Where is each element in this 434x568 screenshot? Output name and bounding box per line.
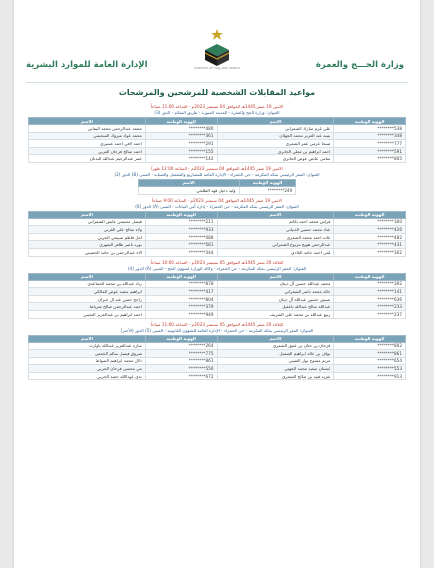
name-cell: عمر عبدالرحيم عبدالله البدنان	[29, 155, 146, 163]
column-header-national-id: الهوية الوطنية	[334, 118, 406, 125]
name-cell: محمد عبدالله حسين آل ذيبان	[217, 280, 334, 288]
kaaba-logo-icon	[202, 28, 232, 68]
name-cell: احمد ابراهيم بن عبدالعزيز التجيبي	[29, 310, 146, 318]
name-cell: لمى احمد حامد البلادي	[217, 248, 334, 256]
table-row	[29, 357, 406, 365]
schedule-section	[28, 322, 406, 381]
name-cell: وليد دخيل فهد الطلحي	[138, 186, 239, 194]
name-cell: بثينه عبد العزيز محمد الجهلان	[217, 132, 334, 140]
table-row	[29, 350, 406, 358]
national-id-cell: ********861	[334, 350, 406, 358]
column-header-name: الاسم	[217, 273, 334, 280]
national-id-cell: ********233	[334, 303, 406, 311]
table-row	[29, 342, 406, 350]
national-id-cell: ********591	[334, 147, 406, 155]
column-header-name: الاسم	[29, 335, 146, 342]
national-id-cell: ********878	[145, 280, 217, 288]
table-row	[138, 186, 296, 194]
national-id-cell: ********804	[145, 295, 217, 303]
table-row	[29, 303, 406, 311]
national-id-cell: ********480	[145, 125, 217, 133]
name-cell: عبدالرحمن هويج مريوع الشمراني	[217, 241, 334, 249]
national-id-cell: ********302	[334, 248, 406, 256]
table-header-row	[29, 335, 406, 342]
name-cell: تغريد قبيد بن صالح الشمري	[217, 372, 334, 380]
national-id-cell: ********581	[145, 241, 217, 249]
name-cell: صبحا عزمي عمر الشمري	[217, 140, 334, 148]
name-cell: فيصل محيسن عايض الشمراني	[29, 218, 146, 226]
national-id-cell: ********155	[145, 147, 217, 155]
session-datetime: الاثنين 19 صفر 1445هـ الموافق 04 سبتمبر 2023م - الساعة 9:00 صباحاً	[152, 197, 282, 203]
name-cell: ربيع عبدالله بن محمد علي الشريف	[217, 310, 334, 318]
name-cell: احمد لافي احمد عسيري	[29, 140, 146, 148]
name-cell: فرحان بن حنان بن عتيق الشمري	[217, 342, 334, 350]
national-id-cell: ********361	[145, 132, 217, 140]
schedule-section	[28, 198, 406, 257]
name-cell: مي محسن فرحان الجربي	[29, 365, 146, 373]
national-id-cell: ********392	[334, 280, 406, 288]
name-cell: عبدالله صالح عبدالله باعقيل	[217, 303, 334, 311]
session-address: العنوان: المقر الرئيسي بمكة المكرمة - حي الحمراء - الإدارة العامة للمشاريع والتشغيل والصيانة - المبنى (B) الدور (2)	[114, 171, 320, 177]
column-header-national-id: الهوية الوطنية	[334, 273, 406, 280]
hr-department-name: الإدارة العامة للموارد البشرية	[26, 60, 148, 70]
name-cell: احمد صالح فرحان العربي	[29, 147, 146, 155]
national-id-cell: ********805	[334, 155, 406, 163]
national-id-cell: ********088	[145, 233, 217, 241]
interview-schedule	[28, 104, 406, 383]
national-id-cell: ********933	[145, 226, 217, 234]
column-header-name: الاسم	[217, 335, 334, 342]
name-cell: فراس محمد احمد بكاتم	[217, 218, 334, 226]
schedule-section	[28, 166, 406, 195]
candidates-table	[28, 273, 406, 319]
national-id-cell: ********417	[145, 288, 217, 296]
national-id-cell: ********775	[145, 350, 217, 358]
name-cell: مريم مشوح نوار العتيبي	[217, 357, 334, 365]
national-id-cell: ********237	[334, 310, 406, 318]
table-header-row	[29, 118, 406, 125]
session-address: العنوان: المقر الرئيسي بمكة المكرمة - حي الحمراء - إدارة أمن البيانات - المبنى (A) الدور (6)	[135, 203, 299, 209]
national-id-cell: ********379	[145, 303, 217, 311]
table-header-row	[138, 179, 296, 186]
national-id-cell: ********291	[145, 140, 217, 148]
table-row	[29, 280, 406, 288]
national-id-cell: ********426	[334, 226, 406, 234]
header-divider	[26, 82, 408, 83]
column-header-national-id: الهوية الوطنية	[145, 273, 217, 280]
logo-caption: MINISTRY OF HAJJ AND UMRAH	[194, 66, 240, 70]
national-id-cell: ********672	[145, 372, 217, 380]
column-header-name: الاسم	[29, 273, 146, 280]
name-cell: صنيتن حسين عبدالله آل ذيبان	[217, 295, 334, 303]
name-cell: امل فاطم صبيحي الحربي	[29, 233, 146, 241]
table-row	[29, 310, 406, 318]
letterhead	[14, 0, 420, 92]
column-header-name: الاسم	[138, 179, 239, 186]
table-row	[29, 140, 406, 148]
column-header-national-id: الهوية الوطنية	[334, 211, 406, 218]
column-header-national-id: الهوية الوطنية	[145, 118, 217, 125]
national-id-cell: ********553	[334, 365, 406, 373]
column-header-name: الاسم	[217, 118, 334, 125]
candidates-table	[138, 179, 297, 195]
name-cell: الاء عبدالرحمن بن حامد الحصيني	[29, 248, 146, 256]
name-cell: ندى عوداالله حميد الحربي	[29, 372, 146, 380]
column-header-national-id: الهوية الوطنية	[145, 211, 217, 218]
session-datetime: الثلاثاء 20 صفر 1445هـ الموافق 05 سبتمبر 2023م - الساعة 11:00 صباحاً	[150, 321, 284, 327]
table-row	[29, 132, 406, 140]
column-header-name: الاسم	[29, 211, 146, 218]
session-datetime: الثلاثاء 20 صفر 1445هـ الموافق 05 سبتمبر 2023م - الساعة 10:00 صباحاً	[150, 259, 284, 265]
national-id-cell: ********654	[334, 357, 406, 365]
document-title: مواعيد المقابلات الشخصية للمرشحين والمرشحات	[118, 88, 316, 97]
ministry-name: وزارة الحـــج والعمرة	[315, 60, 404, 70]
table-row	[29, 155, 406, 163]
name-cell: احمد ابراهيم بن معلي الجابري	[217, 147, 334, 155]
name-cell: خالد محمد ناصر الشمراني	[217, 288, 334, 296]
session-address: العنوان: المقر الرئيسي بمكة المكرمة - حي الحمراء - وكالة الوزارة لشؤون الحج - المبنى (A) الدور (4)	[127, 265, 307, 271]
table-row	[29, 288, 406, 296]
name-cell: ولاء صالح علي القرني	[29, 226, 146, 234]
national-id-cell: ********802	[334, 342, 406, 350]
national-id-cell: ********344	[145, 248, 217, 256]
name-cell: شروق فيصل سالم الخمعي	[29, 350, 146, 358]
national-id-cell: ********556	[145, 365, 217, 373]
session-datetime: الاثنين 19 صفر 1445هـ الموافق 04 سبتمبر 2023م - الساعة 12:00 ظهراً	[151, 165, 283, 171]
candidates-table	[28, 117, 406, 163]
name-cell: ابتسان سعيد محمد الجهني	[217, 365, 334, 373]
name-cell: زياد عبدالله بن محمد الجماعدي	[29, 280, 146, 288]
table-row	[29, 241, 406, 249]
national-id-cell: ********636	[334, 295, 406, 303]
table-row	[29, 125, 406, 133]
name-cell: راجح حسن عيد ال جبران	[29, 295, 146, 303]
table-row	[29, 365, 406, 373]
national-id-cell: ********861	[145, 357, 217, 365]
national-id-cell: ********431	[334, 241, 406, 249]
table-row	[29, 218, 406, 226]
candidates-table	[28, 211, 406, 257]
name-cell: علي غرم مبارك الشمراني	[217, 125, 334, 133]
session-address: العنوان: المقر الرئيسي بمكة المكرمة - حي الحمراء - الإدارة العامة للشؤون القانونية - المبنى (5) الدور (الأخير)	[120, 327, 314, 333]
column-header-national-id: الهوية الوطنية	[239, 179, 296, 186]
name-cell: دلال محمد ابراهيم الصواط	[29, 357, 146, 365]
national-id-cell: ********211	[145, 218, 217, 226]
table-row	[29, 226, 406, 234]
name-cell: غاده احمد محمد الشمري	[217, 233, 334, 241]
column-header-national-id: الهوية الوطنية	[145, 335, 217, 342]
table-row	[29, 248, 406, 256]
national-id-cell: ********777	[334, 140, 406, 148]
national-id-cell: ********949	[145, 310, 217, 318]
table-header-row	[29, 273, 406, 280]
table-row	[29, 147, 406, 155]
name-cell: نوره ناصر ظافر الشهري	[29, 241, 146, 249]
name-cell: سامي عايض عوض الجابري	[217, 155, 334, 163]
name-cell: ابراهيم سعيد عوض المالكي	[29, 288, 146, 296]
national-id-cell: ********141	[334, 288, 406, 296]
name-cell: محمد عواد مبروك السحيمي	[29, 132, 146, 140]
column-header-name: الاسم	[29, 118, 146, 125]
document-page	[14, 0, 420, 568]
candidates-table	[28, 335, 406, 381]
national-id-cell: ********300	[334, 218, 406, 226]
national-id-cell: ********264	[145, 342, 217, 350]
session-datetime: الاثنين 19 صفر 1445هـ الموافق 04 سبتمبر 2023م - الساعة 11:00 صباحاً	[150, 104, 284, 109]
table-row	[29, 372, 406, 380]
name-cell: سارة عبدالعزيز عبدالله باوارث	[29, 342, 146, 350]
session-address: العنوان: وزارة الحج والعمرة - المدينة المنورة - طريق السلام - الدور (3)	[154, 110, 280, 115]
name-cell: نواف بن خالد ابراهيم الشميل	[217, 350, 334, 358]
schedule-section	[28, 260, 406, 319]
national-id-cell: ********348	[334, 132, 406, 140]
name-cell: احمد عبدالرحمن صالح شرباط	[29, 303, 146, 311]
table-row	[29, 233, 406, 241]
table-row	[29, 295, 406, 303]
national-id-cell: ********249	[239, 186, 296, 194]
name-cell: عناد محمد حسين الذبياني	[217, 226, 334, 234]
schedule-section	[28, 104, 406, 163]
national-id-cell: ********913	[334, 372, 406, 380]
table-header-row	[29, 211, 406, 218]
national-id-cell: ********538	[334, 125, 406, 133]
national-id-cell: ********142	[145, 155, 217, 163]
column-header-national-id: الهوية الوطنية	[334, 335, 406, 342]
column-header-name: الاسم	[217, 211, 334, 218]
national-id-cell: ********482	[334, 233, 406, 241]
name-cell: محمد عبدالرحمن محمد اليماني	[29, 125, 146, 133]
